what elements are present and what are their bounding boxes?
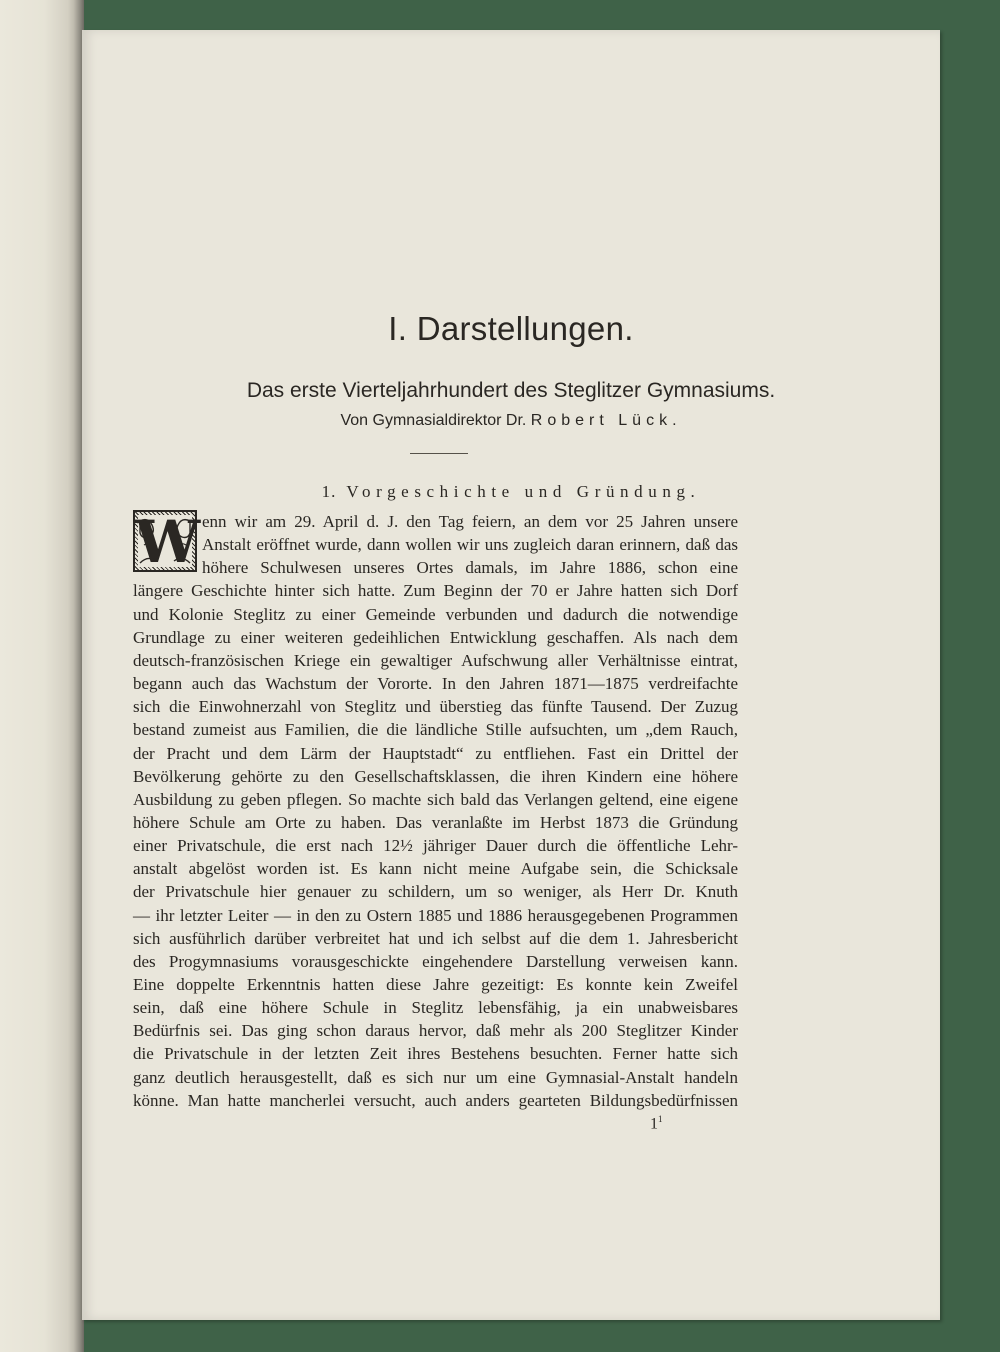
author-line bbox=[82, 412, 940, 430]
section-heading bbox=[82, 482, 940, 502]
text-line: höhere Schule am Orte zu haben. Das veranlaßte im Herbst 1873 die Gründung bbox=[133, 812, 738, 832]
text-line: Anstalt eröffnet wurde, dann wollen wir uns zugleich daran erinnern, daß das bbox=[202, 535, 738, 555]
text-line: sich die Einwohnerzahl von Steglitz und überstieg das fünfte Tausend. Der Zuzug bbox=[133, 697, 738, 717]
text-line: der Pracht und dem Lärm der Hauptstadt“ zu entfliehen. Fast ein Drittel der bbox=[133, 743, 738, 763]
text-line: die Privatschule in der letzten Zeit ihres Bestehens besuchten. Ferner hatte sich bbox=[133, 1044, 738, 1064]
text-line: könne. Man hatte mancherlei versucht, auch anders gearteten Bildungsbedürfnissen bbox=[133, 1090, 738, 1110]
text-line: Grundlage zu einer weiteren gedeihlichen Entwicklung geschaffen. Als nach dem bbox=[133, 627, 738, 647]
text-line: enn wir am 29. April d. J. den Tag feiern, an dem vor 25 Jahren unsere bbox=[202, 512, 738, 531]
text-line: bestand zumeist aus Familien, die die ländliche Stille aufsuchten, um „dem Rauch, bbox=[133, 720, 738, 740]
author-prefix: Von Gymnasialdirektor Dr. bbox=[340, 412, 527, 429]
text-line: — ihr letzter Leiter — in den zu Ostern 1885 und 1886 herausgegebenen Programmen bbox=[133, 905, 738, 925]
left-page-edge bbox=[0, 0, 80, 1352]
text-line: Bevölkerung gehörte zu den Gesellschaftsklassen, die ihren Kindern eine höhere bbox=[133, 766, 738, 786]
text-line: sein, daß eine höhere Schule in Steglitz lebensfähig, ja ein unabweisbares bbox=[133, 998, 738, 1018]
author-name: Robert Lück. bbox=[530, 412, 682, 429]
text-line: deutsch-französischen Kriege ein gewaltiger Aufschwung aller Verhältnisse eintrat, bbox=[133, 650, 738, 670]
text-line: des Progymnasiums vorausgeschickte eingehendere Darstellung verweisen kann. bbox=[133, 951, 738, 971]
section-number: 1. bbox=[321, 482, 337, 501]
text-line: und Kolonie Steglitz zu einer Gemeinde verbunden und dadurch die notwendige bbox=[133, 604, 738, 624]
drop-cap-letter: W bbox=[135, 508, 201, 576]
text-line: Eine doppelte Erkenntnis hatten diese Jahre gezeitigt: Es konnte kein Zweifel bbox=[133, 975, 738, 994]
section-title: Vorgeschichte und Gründung. bbox=[346, 482, 701, 501]
text-line: einer Privatschule, die erst nach 12½ jähriger Dauer durch die öffentliche Lehr- bbox=[133, 836, 738, 856]
text-line: begann auch das Wachstum der Vororte. In den Jahren 1871—1875 verdreifachte bbox=[133, 674, 738, 694]
text-line: ganz deutlich herausgestellt, daß es sich nur um eine Gymnasial-Anstalt handeln bbox=[133, 1067, 738, 1087]
text-line: längere Geschichte hinter sich hatte. Zum Beginn der 70 er Jahre hatten sich Dorf bbox=[133, 581, 738, 601]
decorated-initial bbox=[133, 508, 201, 576]
text-line: sich ausführlich darüber verbreitet hat und ich selbst auf die dem 1. Jahresbericht bbox=[133, 928, 738, 948]
text-line: Ausbildung zu geben pflegen. So machte sich bald das Verlangen geltend, eine eigene bbox=[133, 789, 738, 809]
text-line: höhere Schulwesen unseres Ortes damals, im Jahre 1886, schon eine bbox=[202, 558, 738, 578]
signature-mark bbox=[650, 1114, 663, 1133]
signature-number: 1 bbox=[650, 1115, 658, 1133]
page-title: I. Darstellungen. bbox=[388, 310, 634, 347]
book-page bbox=[82, 30, 940, 1320]
text-line: anstalt abgelöst worden ist. Es kann nicht meine Aufgabe sein, die Schicksale bbox=[133, 859, 738, 879]
text-line: der Privatschule hier genauer zu schildern, um so weniger, als Herr Dr. Knuth bbox=[133, 882, 738, 902]
separator-rule bbox=[410, 453, 468, 454]
text-line: Bedürfnis sei. Das ging schon daraus hervor, daß mehr als 200 Steglitzer Kinder bbox=[133, 1021, 738, 1041]
signature-superscript: 1 bbox=[658, 1114, 663, 1124]
article-title: Das erste Vierteljahrhundert des Steglitzer Gymnasiums. bbox=[246, 379, 776, 402]
